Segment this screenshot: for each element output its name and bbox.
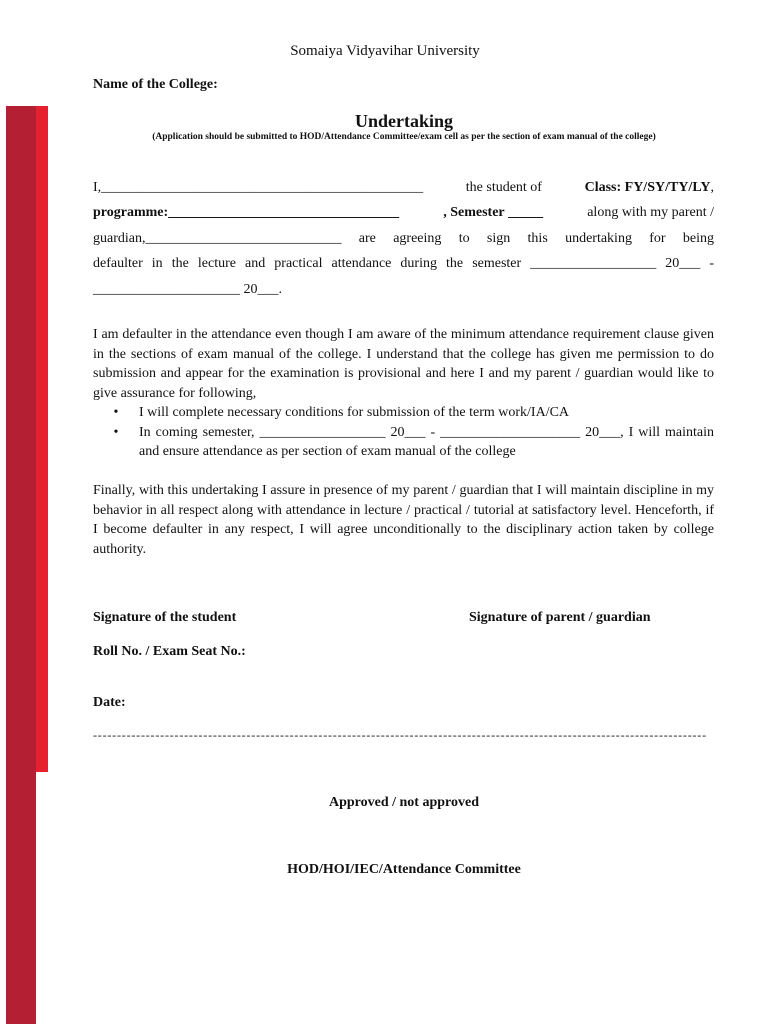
list-item-text[interactable]: In coming semester, __________________ 20___ - ____________________ 20___, I will maintain and ensure attendance as per section of exam manual of the college — [139, 424, 714, 459]
college-name-label: Name of the College: — [93, 77, 218, 92]
class-field[interactable]: Class: FY/SY/TY/LY, — [584, 180, 714, 195]
instruction-note: (Application should be submitted to HOD/Attendance Committee/exam cell as per the section of exam manual of the college) — [152, 132, 656, 142]
assurance-list — [93, 403, 714, 462]
form-line-5[interactable]: _____________________ 20___. — [93, 282, 282, 297]
roll-number-label: Roll No. / Exam Seat No.: — [93, 644, 246, 659]
page-title: Undertaking — [354, 111, 453, 131]
decorative-bar-bright — [36, 106, 48, 772]
paragraph-defaulter: I am defaulter in the attendance even though I am aware of the minimum attendance requirement clause given in the sections of exam manual of the college. I understand that the college has given me permission to do submission and appear for the examination is provisional and here I and my parent / guardian would like to give assurance for following, — [93, 327, 714, 401]
semester-field[interactable]: , Semester _____ — [443, 205, 544, 220]
decorative-bar-dark — [6, 106, 36, 1024]
programme-field[interactable]: programme:_________________________________ — [93, 205, 400, 220]
form-line-2 — [93, 205, 714, 221]
list-item — [93, 403, 714, 423]
list-item — [93, 423, 714, 462]
student-name-field[interactable]: I,______________________________________________ — [93, 180, 424, 195]
form-line-4[interactable]: defaulter in the lecture and practical attendance during the semester __________________ 20___ - — [93, 256, 714, 271]
dashed-divider: -------------------------------------------------------------------------------------------------------------------------------- — [93, 728, 707, 742]
approval-status: Approved / not approved — [328, 795, 479, 810]
bullet-icon: • — [113, 405, 119, 420]
form-line-3[interactable]: guardian,____________________________ are agreeing to sign this undertaking for being — [93, 231, 714, 246]
bullet-icon: • — [113, 424, 119, 440]
list-item-text: I will complete necessary conditions for submission of the term work/IA/CA — [139, 405, 570, 420]
parent-signature-label: Signature of parent / guardian — [469, 610, 651, 625]
committee-label: HOD/HOI/IEC/Attendance Committee — [287, 862, 521, 877]
university-name: Somaiya Vidyavihar University — [290, 43, 480, 59]
student-signature-label: Signature of the student — [93, 610, 237, 625]
date-label: Date: — [93, 695, 126, 710]
form-line-1 — [93, 180, 714, 196]
student-of-text: the student of — [465, 180, 542, 195]
paragraph-assurance: Finally, with this undertaking I assure in presence of my parent / guardian that I will maintain discipline in my behavior in all respect along with attendance in lecture / practical / tutorial at satisfactory level. Henceforth, if I become defaulter in any respect, I will agree unconditionally to the disciplinary action taken by college authority. — [93, 483, 714, 557]
parent-text: along with my parent / — [587, 205, 714, 220]
